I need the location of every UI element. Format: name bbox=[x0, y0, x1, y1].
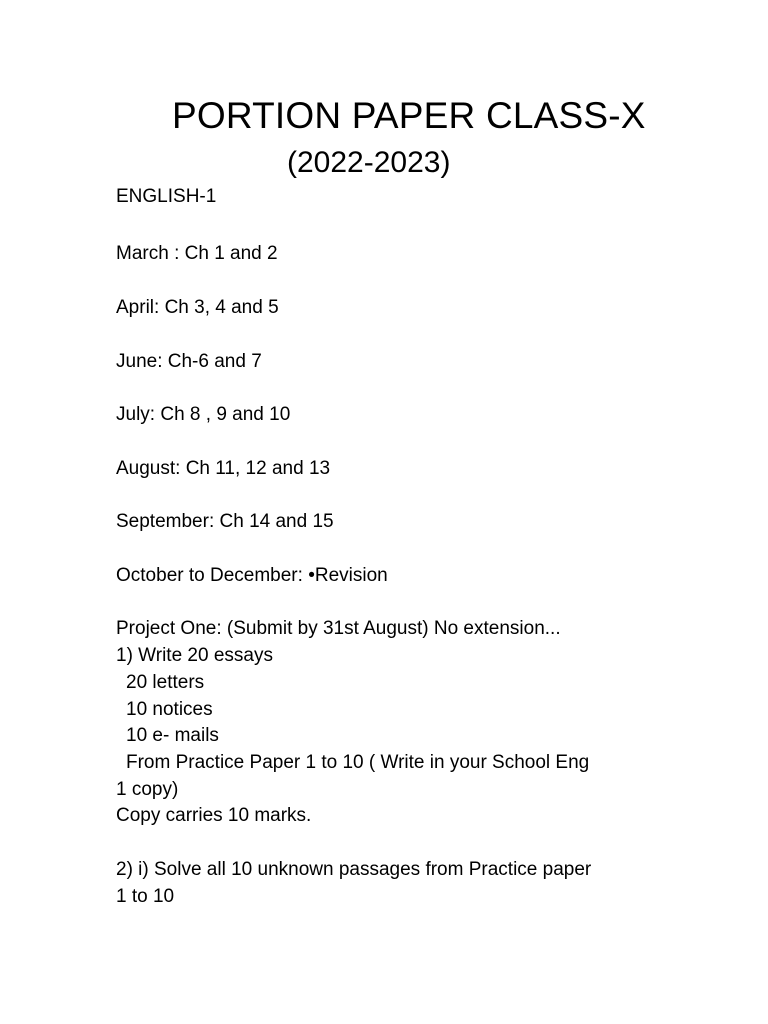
schedule-june: June: Ch-6 and 7 bbox=[116, 351, 262, 372]
schedule-august: August: Ch 11, 12 and 13 bbox=[116, 458, 331, 479]
project-item-1-source-continued: 1 copy) bbox=[116, 779, 179, 800]
schedule-march: March : Ch 1 and 2 bbox=[116, 243, 278, 264]
document-title: PORTION PAPER CLASS-X bbox=[172, 95, 646, 136]
academic-year: (2022-2023) bbox=[287, 146, 451, 179]
schedule-july: July: Ch 8 , 9 and 10 bbox=[116, 404, 291, 425]
project-item-2: 2) i) Solve all 10 unknown passages from Practice paper bbox=[116, 859, 592, 880]
schedule-september: September: Ch 14 and 15 bbox=[116, 511, 334, 532]
project-heading: Project One: (Submit by 31st August) No extension... bbox=[116, 618, 561, 639]
project-marks-note: Copy carries 10 marks. bbox=[116, 805, 312, 826]
project-item-1-notices: 10 notices bbox=[126, 699, 213, 720]
schedule-april: April: Ch 3, 4 and 5 bbox=[116, 297, 279, 318]
project-item-1-letters: 20 letters bbox=[126, 672, 205, 693]
project-item-1-source: From Practice Paper 1 to 10 ( Write in your School Eng bbox=[126, 752, 590, 773]
project-item-1: 1) Write 20 essays bbox=[116, 645, 273, 666]
subject-heading: ENGLISH-1 bbox=[116, 186, 217, 207]
project-item-1-emails: 10 e- mails bbox=[126, 725, 219, 746]
project-item-2-continued: 1 to 10 bbox=[116, 886, 175, 907]
schedule-oct-dec: October to December: •Revision bbox=[116, 565, 388, 586]
